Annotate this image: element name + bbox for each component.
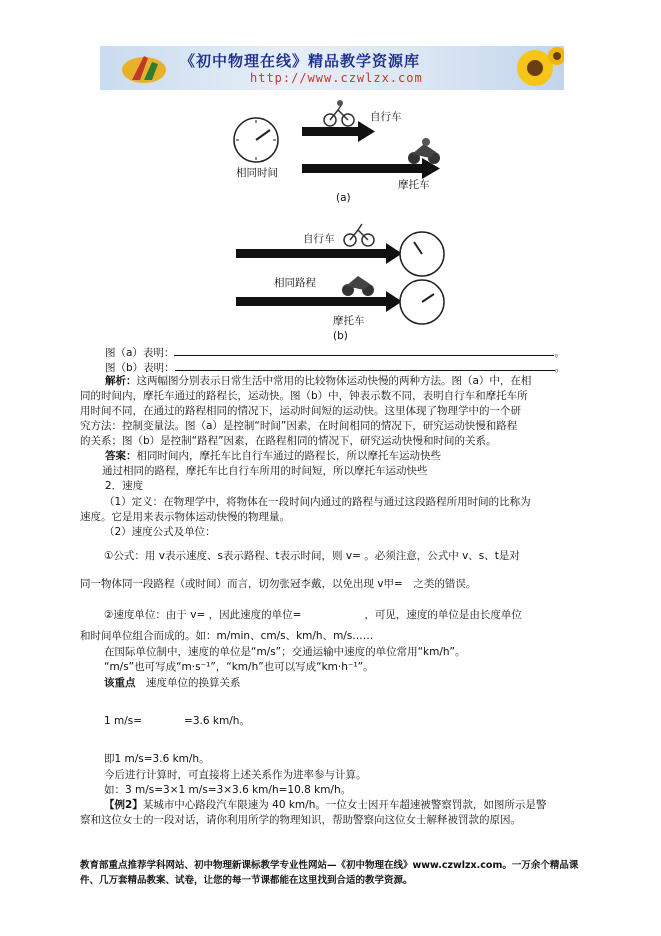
footer-line-1: 教育部重点推荐学科网站、初中物理新课标教学专业性网站—《初中物理在线》www.czwlzx.com。一万余个精品课	[80, 860, 579, 871]
moto-arrow-b	[236, 291, 402, 312]
conversion-line-1: 1 m/s= =3.6 km/h。	[104, 715, 250, 727]
analysis-line-2: 同的时间内，摩托车通过的路程长，运动快。图（b）中，钟表示数不同，表明自行车和摩托车所	[80, 390, 528, 402]
figure-b-caption: (b)	[333, 330, 348, 342]
definition-line-1: （1）定义：在物理学中，将物体在一段时间内通过的路程与通过这段路程所用时间的比称为	[104, 496, 531, 508]
footer-line-2: 件、几万套精品教案、试卷，让您的每一节课都能在这里找到合适的教学资源。	[80, 875, 413, 886]
clock-b-bottom	[400, 280, 444, 324]
moto-arrow-a	[302, 158, 440, 179]
clock-a	[234, 118, 278, 162]
analysis-line-4: 究方法：控制变量法。图（a）是控制“时间”因素，在时间相同的情况下，研究运动快慢和路程	[80, 420, 518, 432]
formula-line-2: 同一物体同一段路程（或时间）而言，切勿张冠李戴，以免出现 v甲= 之类的错误。	[80, 578, 477, 590]
figure-a-bike-label: 自行车	[370, 111, 402, 123]
question-a-label: 图（a）表明：	[105, 347, 175, 359]
banner-url[interactable]: http://www.czwlzx.com	[250, 71, 423, 85]
formula-title: （2）速度公式及单位：	[104, 526, 216, 538]
site-banner	[100, 46, 564, 90]
formula-line-1: ①公式：用 v表示速度、s表示路程、t表示时间，则 v= 。必须注意，公式中 v、s、t是对	[104, 550, 520, 562]
sunflower-image	[495, 46, 564, 90]
site-logo	[118, 50, 174, 86]
banner-title: 《初中物理在线》精品教学资源库	[180, 52, 421, 70]
question-b-period: 。	[554, 362, 566, 374]
figure-a-caption: (a)	[336, 192, 351, 204]
figure-b-moto-label: 摩托车	[333, 315, 365, 327]
unit-line-4: “m/s”也可写成“m·s⁻¹”，“km/h”也可以写成“km·h⁻¹”。	[104, 661, 374, 673]
motorcycle-icon-b	[342, 276, 374, 296]
answer-line-2: 通过相同的路程，摩托车比自行车所用的时间短，所以摩托车运动快些	[102, 465, 428, 477]
key-point	[104, 676, 241, 691]
bicycle-icon-b	[344, 224, 374, 246]
bike-arrow-a	[302, 121, 375, 142]
analysis-line-5: 的关系；图（b）是控制“路程”因素，在路程相同的情况下，研究运动快慢和时间的关系。	[80, 435, 497, 447]
analysis-text-1: 这两幅图分别表示日常生活中常用的比较物体运动快慢的两种方法。图（a）中，在相	[136, 375, 532, 387]
unit-line-1: ②速度单位：由于 v= ，因此速度的单位= ，可见，速度的单位是由长度单位	[104, 609, 522, 621]
question-a-period: 。	[554, 347, 565, 359]
key-point-text: 速度单位的换算关系	[146, 677, 241, 689]
unit-line-2: 和时间单位组合而成的。如：m/min、cm/s、km/h、m/s……	[80, 630, 374, 642]
example-2-head: 【例2】	[104, 799, 143, 811]
example-2-line-1	[104, 798, 546, 813]
example-2-line-2: 察和这位女士的一段对话，请你利用所学的物理知识，帮助警察向这位女士解释被罚款的原因。	[80, 814, 521, 826]
answer-head: 答案：	[105, 450, 137, 462]
page-footer	[80, 858, 585, 888]
definition-line-2: 速度。它是用来表示物体运动快慢的物理量。	[80, 511, 290, 523]
analysis-line-1	[105, 374, 531, 389]
conversion-line-4: 如：3 m/s=3×1 m/s=3×3.6 km/h=10.8 km/h。	[104, 784, 352, 796]
answer-line-1	[105, 449, 441, 464]
unit-line-3: 在国际单位制中，速度的单位是“m/s”；交通运输中速度的单位常用“km/h”。	[104, 646, 466, 658]
figure-b-diagram	[230, 222, 450, 327]
answer-text-1: 相同时间内，摩托车比自行车通过的路程长，所以摩托车运动快些	[136, 450, 441, 462]
question-b-label: 图（b）表明：	[105, 362, 175, 374]
question-b-blank	[175, 359, 555, 371]
key-point-head: 该重点	[104, 677, 136, 689]
conversion-line-2: 即1 m/s=3.6 km/h。	[104, 753, 210, 765]
figure-a-moto-label: 摩托车	[398, 179, 430, 191]
bicycle-icon	[324, 100, 354, 126]
figure-b-path-label: 相同路程	[274, 277, 316, 289]
section-speed-title: 2．速度	[105, 480, 144, 492]
figure-a-time-label: 相同时间	[236, 167, 278, 179]
bike-arrow-b	[236, 243, 402, 264]
analysis-line-3: 用时间不同，在通过的路程相同的情况下，运动时间短的运动快。这里体现了物理学中的一个研	[80, 405, 521, 417]
analysis-head: 解析：	[105, 375, 137, 387]
question-a-blank	[174, 344, 554, 356]
example-2-text-1: 某城市中心路段汽车限速为 40 km/h。一位女士因开车超速被警察罚款，如图所示是警	[142, 799, 547, 811]
conversion-line-3: 今后进行计算时，可直接将上述关系作为进率参与计算。	[104, 769, 367, 781]
figure-b-bike-label: 自行车	[303, 233, 335, 245]
clock-b-top	[400, 232, 444, 276]
